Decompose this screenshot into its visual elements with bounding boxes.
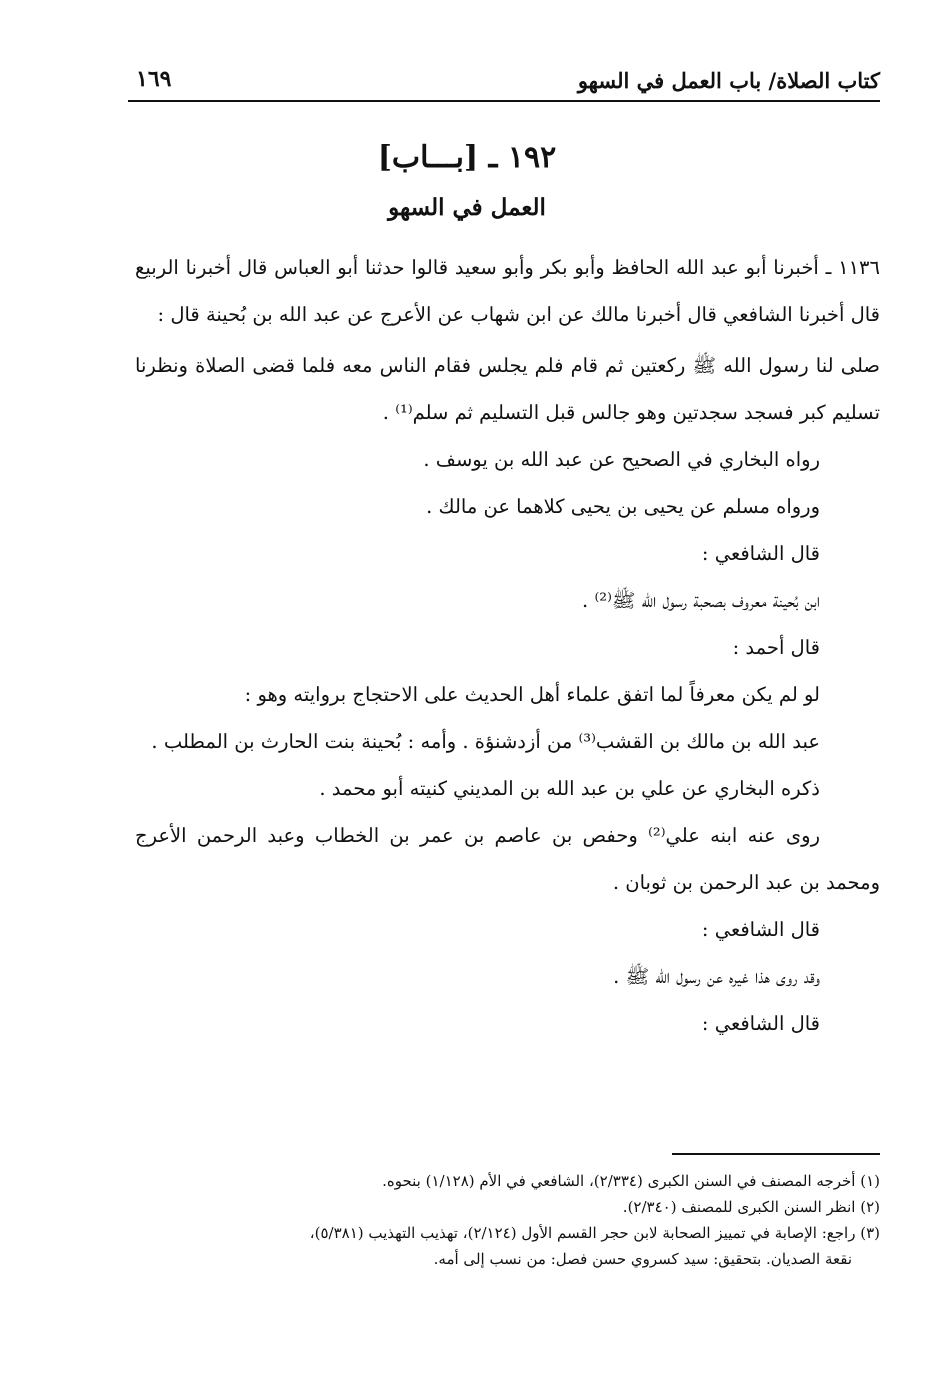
running-header <box>128 60 880 102</box>
main-text <box>135 244 880 1047</box>
footnote-3-continuation: نقعة الصديان. بتحقيق: سيد كسروي حسن فصل: من نسب إلى أمه. <box>433 1250 852 1268</box>
shafii-heading-1: قال الشافعي : <box>701 542 820 565</box>
footnote-2: (٢) انظر السنن الكبرى للمصنف (٢/٣٤٠). <box>622 1198 880 1216</box>
takhrij-muslim: ورواه مسلم عن يحيى بن يحيى كلاهما عن مالك . <box>426 495 820 518</box>
footnote-divider <box>672 1153 880 1155</box>
ahmad-heading: قال أحمد : <box>732 636 820 659</box>
shafii-heading-3: قال الشافعي : <box>701 1012 820 1035</box>
chapter-number: ١٩٢ ـ [بـــاب] <box>377 140 557 175</box>
footnote-3: (٣) راجع: الإصابة في تمييز الصحابة لابن حجر القسم الأول (٢/١٢٤)، تهذيب التهذيب (٥/٣٨١)، <box>309 1224 880 1242</box>
running-header-title: كتاب الصلاة/ باب العمل في السهو <box>577 68 880 93</box>
hadith-isnad-paragraph: ١١٣٦ ـ أخبرنا أبو عبد الله الحافظ وأبو بكر وأبو سعيد قالوا حدثنا أبو العباس قال أخبرنا الربيع قال أخبرنا الشافعي قال أخبرنا مالك عن ابن شهاب عن الأعرج عن عبد الله بن بُحينة قال : <box>135 256 880 326</box>
footnotes <box>130 1168 880 1272</box>
footnote-1: (١) أخرجه المصنف في السنن الكبرى (٢/٣٣٤)، الشافعي في الأم (١/١٢٨) بنحوه. <box>382 1172 880 1190</box>
narrator-lineage-paragraph: عبد الله بن مالك بن القشب⁽³⁾ من أزدشنؤة . وأمه : بُحينة بنت الحارث بن المطلب . <box>151 730 820 753</box>
hadith-matn-paragraph: صلى لنا رسول الله ﷺ ركعتين ثم قام فلم يجلس فقام الناس معه فلما قضى الصلاة ونظرنا تسليم كبر فسجد سجدتين وهو جالس قبل التسليم ثم سلم⁽¹⁾ . <box>135 354 880 424</box>
chapter-title: العمل في السهو <box>388 194 546 221</box>
shafii-comment-1: ابن بُحينة معروف بصحبة رسول الله ﷺ⁽²⁾ . <box>582 589 820 612</box>
ahmad-comment: لو لم يكن معرفاً لما اتفق علماء أهل الحديث على الاحتجاج بروايته وهو : <box>244 683 820 706</box>
shafii-heading-2: قال الشافعي : <box>701 918 820 941</box>
shafii-comment-2: وقد روى هذا غيره عن رسول الله ﷺ . <box>613 965 820 988</box>
students-paragraph: روى عنه ابنه علي⁽²⁾ وحفص بن عاصم بن عمر بن الخطاب وعبد الرحمن الأعرج ومحمد بن عبد الرحمن بن ثوبان . <box>135 824 880 894</box>
page-number: ١٦٩ <box>136 66 172 92</box>
takhrij-bukhari: رواه البخاري في الصحيح عن عبد الله بن يوسف . <box>423 448 820 471</box>
bukhari-kunya-note: ذكره البخاري عن علي بن عبد الله بن المديني كنيته أبو محمد . <box>319 777 820 800</box>
